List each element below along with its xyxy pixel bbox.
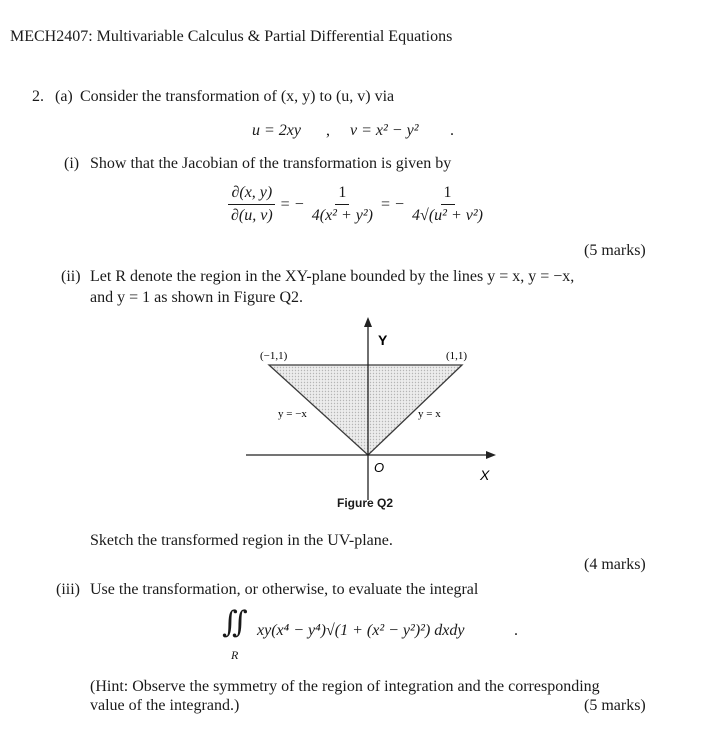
part-i-label: (i) — [64, 155, 80, 172]
question-number: 2. — [32, 88, 44, 105]
equals-sign-1: = — [280, 195, 290, 213]
jacobian-denominator: ∂(u, v) — [231, 207, 273, 224]
fraction-uv-numerator: 1 — [441, 184, 455, 205]
figure-q2 — [240, 315, 510, 515]
part-i-marks: (5 marks) — [584, 242, 646, 259]
transform-end: . — [450, 122, 454, 139]
y-axis-arrow-icon — [364, 317, 372, 327]
transform-separator: , — [326, 122, 330, 139]
fraction-uv — [409, 184, 486, 225]
part-ii-label: (ii) — [61, 268, 81, 285]
integral-region: R — [231, 648, 239, 662]
transform-v: v = x² − y² — [350, 122, 419, 139]
point-right-label: (1,1) — [446, 350, 468, 362]
jacobian-fraction — [228, 184, 276, 225]
part-iii-label: (iii) — [56, 581, 80, 598]
line-right-label: y = x — [418, 408, 441, 420]
point-left-label: (−1,1) — [260, 350, 288, 362]
integrand: xy(x⁴ − y⁴)√(1 + (x² − y²)²) dxdy — [257, 622, 465, 639]
double-integral-sign: ∬ — [222, 606, 248, 639]
figure-caption: Figure Q2 — [337, 496, 394, 510]
part-ii-sketch: Sketch the transformed region in the UV-plane. — [90, 532, 393, 549]
part-ii-marks: (4 marks) — [584, 556, 646, 573]
equals-sign-2: = — [380, 195, 391, 213]
origin-label: O — [374, 460, 385, 475]
integral-end: . — [514, 622, 518, 639]
fraction-xy-denominator: 4(x² + y²) — [311, 207, 373, 224]
fraction-xy-numerator: 1 — [335, 184, 349, 205]
part-i-text: Show that the Jacobian of the transformation is given by — [90, 155, 452, 172]
x-axis-arrow-icon — [486, 451, 496, 459]
fraction-xy — [309, 184, 376, 225]
line-left-label: y = −x — [278, 408, 307, 420]
minus-sign-1: − — [294, 195, 304, 213]
fraction-uv-denominator: 4√(u² + v²) — [412, 207, 483, 224]
part-a-label: (a) — [55, 88, 73, 105]
minus-sign-2: − — [395, 195, 405, 213]
course-header: MECH2407: Multivariable Calculus & Partial Differential Equations — [10, 28, 453, 45]
part-iii-text: Use the transformation, or otherwise, to evaluate the integral — [90, 581, 479, 598]
x-axis-label: X — [480, 467, 490, 483]
part-ii-text-line2: and y = 1 as shown in Figure Q2. — [90, 289, 304, 306]
hint-line2: value of the integrand.) — [90, 697, 240, 714]
part-a-text: Consider the transformation of (x, y) to (u, v) via — [80, 88, 395, 105]
part-iii-marks: (5 marks) — [584, 697, 646, 714]
jacobian-numerator: ∂(x, y) — [228, 184, 275, 205]
y-axis-label: Y — [378, 332, 388, 348]
transform-u: u = 2xy — [252, 122, 301, 139]
jacobian-equation — [228, 184, 486, 225]
part-ii-text-line1: Let R denote the region in the XY-plane bounded by the lines y = x, y = −x, — [90, 268, 575, 285]
hint-line1: (Hint: Observe the symmetry of the region of integration and the corresponding — [90, 678, 600, 695]
